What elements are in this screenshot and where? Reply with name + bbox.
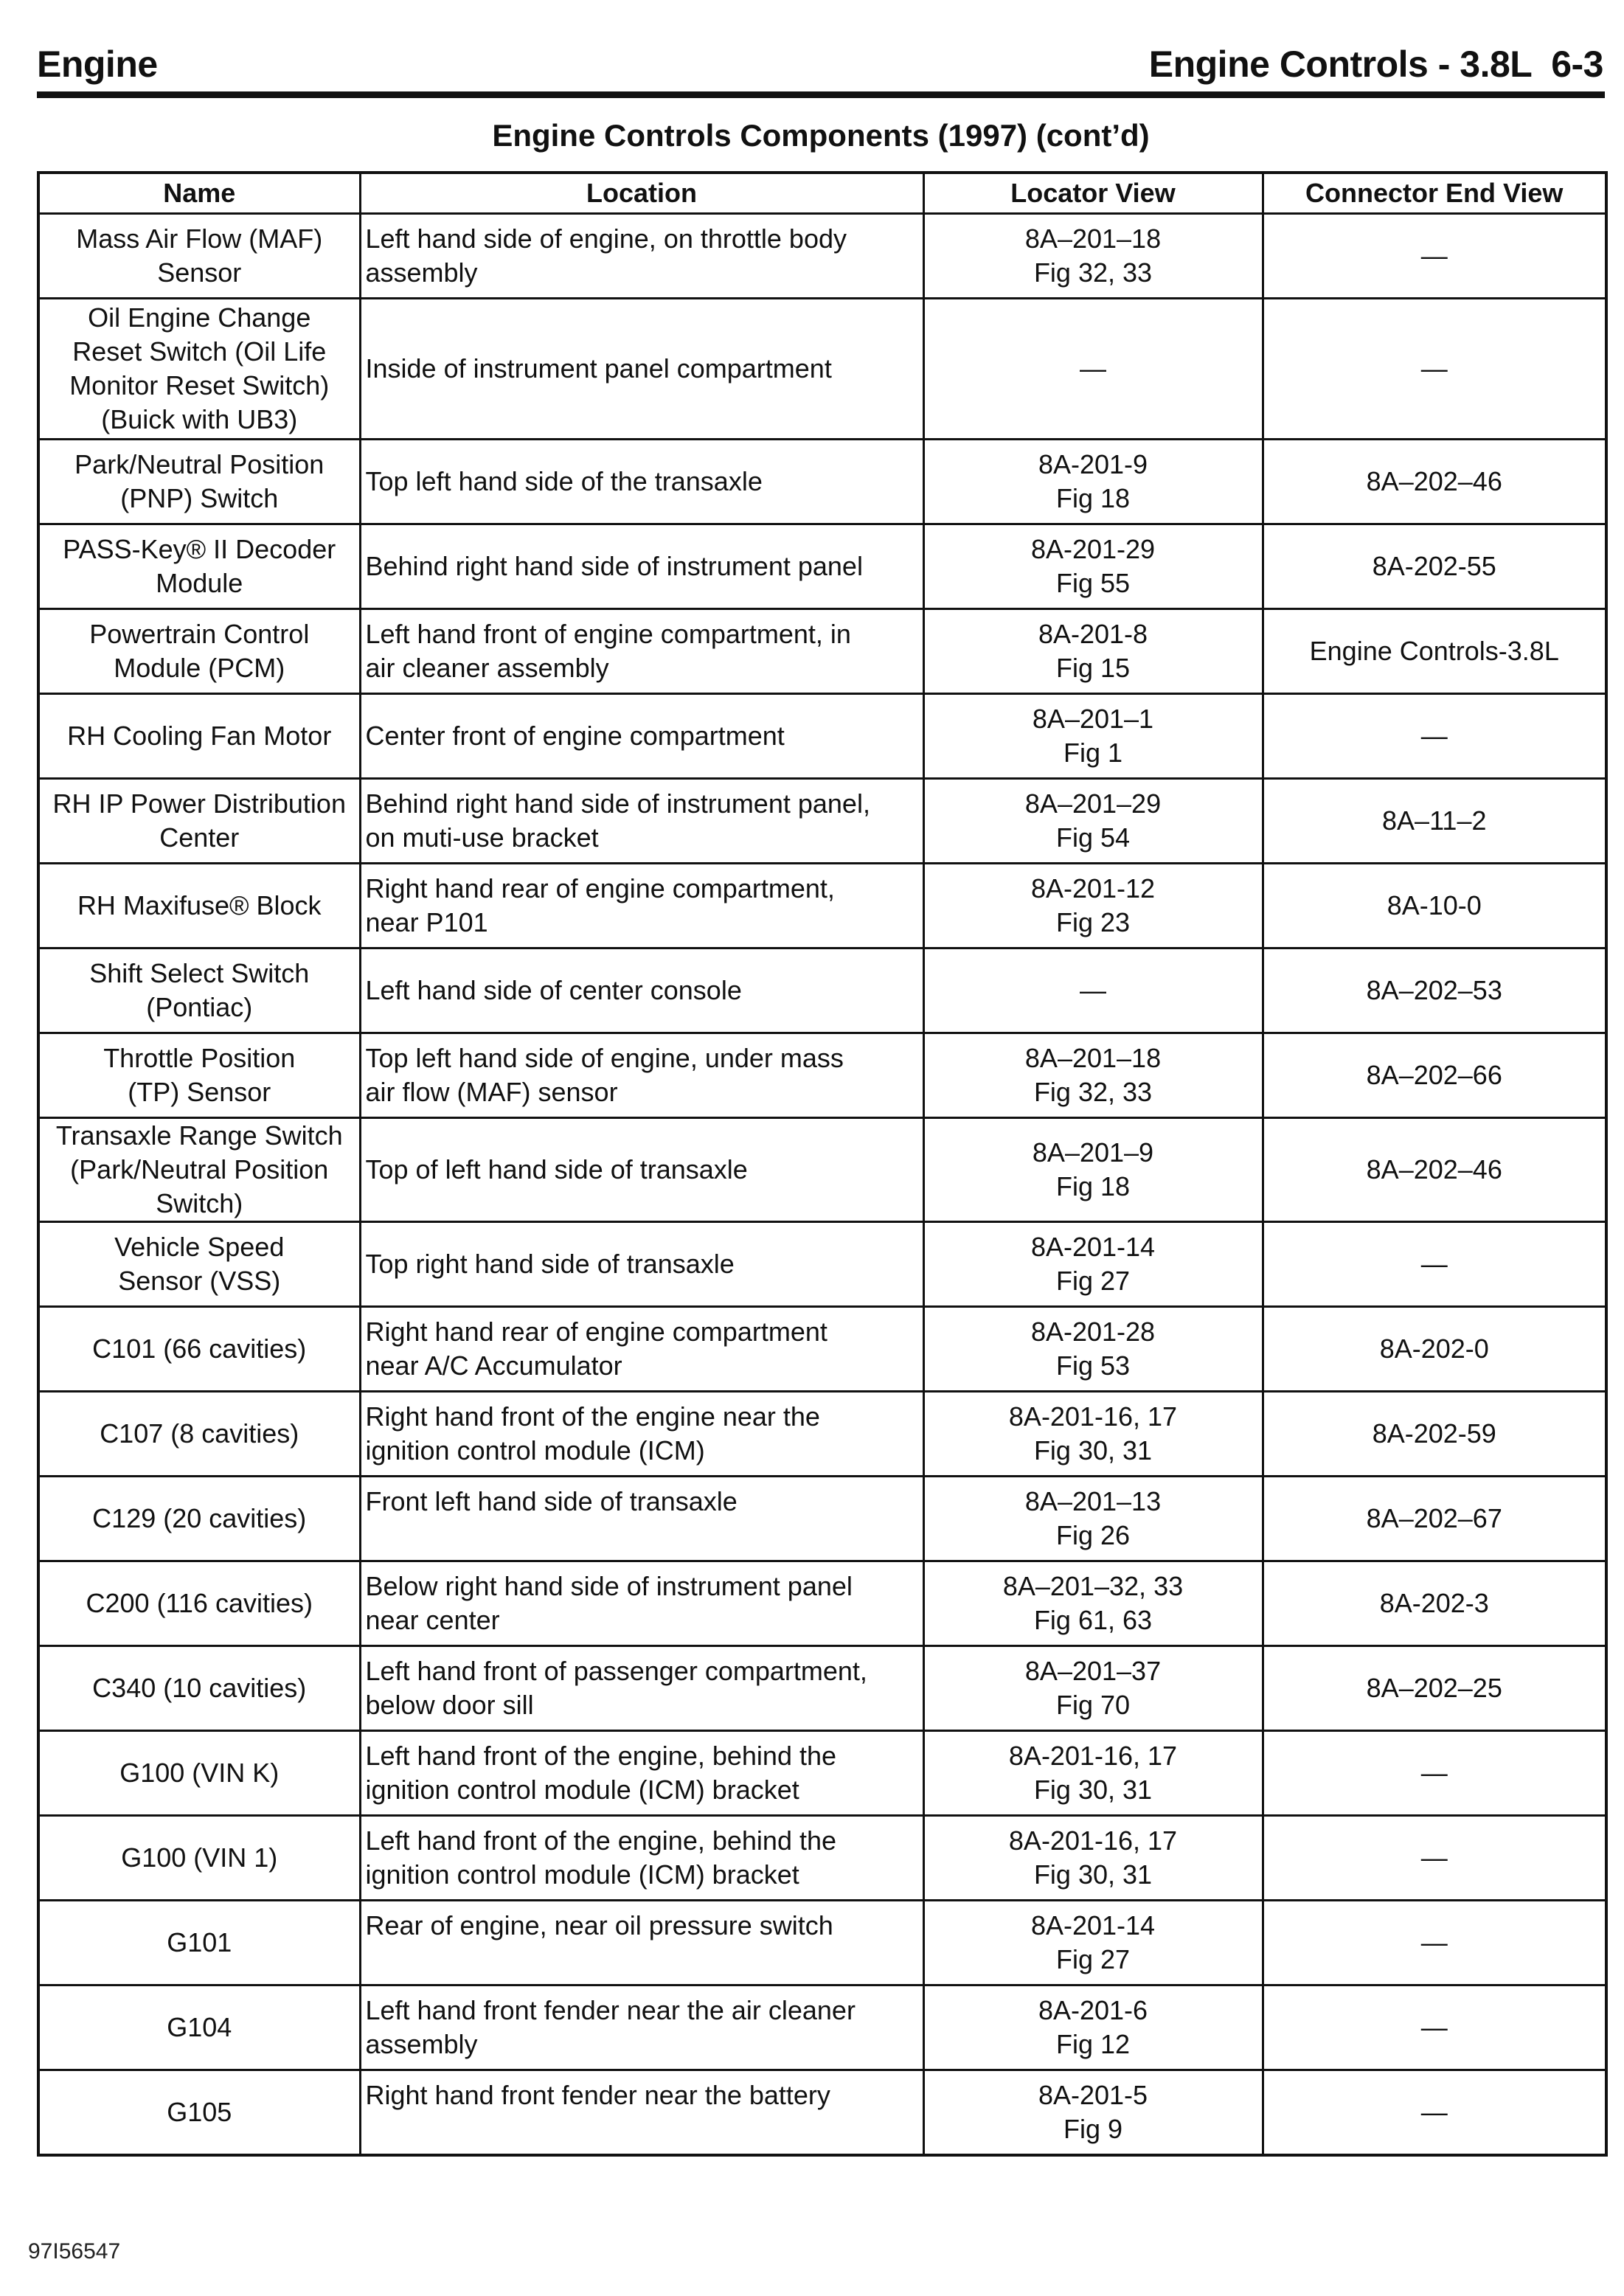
component-name-line: G104 [167, 2012, 232, 2042]
location-cell [360, 1731, 923, 1816]
location-line: ignition control module (ICM) bracket [365, 1775, 799, 1805]
component-name-line: Vehicle Speed [114, 1232, 285, 1262]
locator-view-line: 8A-201-16, 17 [1008, 1401, 1178, 1432]
component-name-line: C129 (20 cavities) [92, 1503, 307, 1533]
component-name-line: Throttle Position [103, 1043, 296, 1073]
locator-view-line: 8A–201–18 [1024, 223, 1162, 254]
location-line: Top left hand side of the transaxle [365, 466, 763, 496]
column-header-location: Location [360, 173, 923, 214]
locator-view-line: Fig 32, 33 [1033, 257, 1153, 288]
location-cell [360, 1816, 923, 1901]
table-row [38, 779, 1606, 864]
column-header-name: Name [38, 173, 360, 214]
component-name-line: (PNP) Switch [120, 483, 279, 513]
locator-view-cell [923, 948, 1263, 1033]
locator-view-line: 8A-201-14 [1030, 1910, 1156, 1940]
locator-view-cell [923, 440, 1263, 524]
location-line: Below right hand side of instrument panel [365, 1571, 853, 1601]
locator-view-line: 8A-201-9 [1038, 449, 1148, 479]
location-line: near center [365, 1605, 500, 1635]
locator-view-line: — [1080, 975, 1106, 1005]
location-line: Right hand front fender near the battery [365, 2080, 830, 2110]
component-name-line: Center [159, 822, 240, 853]
component-name-line: G101 [167, 1927, 232, 1957]
location-cell [360, 864, 923, 948]
table-row [38, 1731, 1606, 1816]
table-row [38, 1392, 1606, 1477]
table-row [38, 1901, 1606, 1985]
locator-view-line: 8A-201-28 [1030, 1317, 1156, 1347]
locator-view-line: Fig 30, 31 [1033, 1859, 1153, 1890]
locator-view-line: 8A–201–1 [1032, 704, 1154, 734]
connector-end-view-cell [1263, 1222, 1606, 1307]
table-row [38, 1646, 1606, 1731]
table-row [38, 1118, 1606, 1222]
locator-view-line: Fig 70 [1055, 1690, 1131, 1720]
component-name-line: PASS-Key® II Decoder [63, 534, 336, 564]
page-reference: Engine Controls - 3.8L 6-3 [1148, 44, 1603, 85]
table-row [38, 214, 1606, 299]
component-name-line: C107 (8 cavities) [100, 1418, 299, 1449]
component-name-cell [38, 1731, 360, 1816]
component-name-line: (Park/Neutral Position [70, 1154, 329, 1185]
section-title: Engine [37, 44, 158, 85]
component-name-line: Shift Select Switch [89, 958, 310, 988]
location-line: Center front of engine compartment [365, 721, 785, 751]
location-line: Left hand front of the engine, behind the [365, 1741, 837, 1771]
location-line: Behind right hand side of instrument panel, [365, 788, 870, 819]
component-name-line: Transaxle Range Switch [55, 1120, 343, 1151]
connector-end-view-line: 8A–11–2 [1382, 805, 1487, 836]
location-cell [360, 1307, 923, 1392]
location-cell [360, 524, 923, 609]
table-row [38, 524, 1606, 609]
location-line: Front left hand side of transaxle [365, 1486, 738, 1516]
connector-end-view-line: — [1420, 353, 1448, 384]
connector-end-view-cell [1263, 1646, 1606, 1731]
table-row [38, 694, 1606, 779]
location-line: air cleaner assembly [365, 653, 609, 683]
location-line: near P101 [365, 907, 488, 937]
location-line: ignition control module (ICM) bracket [365, 1859, 799, 1890]
connector-end-view-cell [1263, 299, 1606, 440]
connector-end-view-cell [1263, 440, 1606, 524]
connector-end-view-line: 8A-202-0 [1379, 1333, 1489, 1364]
location-line: Right hand rear of engine compartment, [365, 873, 835, 904]
location-line: Left hand side of center console [365, 975, 742, 1005]
location-line: Rear of engine, near oil pressure switch [365, 1910, 833, 1940]
locator-view-line: Fig 18 [1055, 1171, 1131, 1201]
locator-view-cell [923, 1561, 1263, 1646]
component-name-line: Oil Engine Change [88, 302, 311, 333]
locator-view-line: Fig 9 [1063, 2114, 1123, 2144]
location-cell [360, 1118, 923, 1222]
locator-view-line: Fig 12 [1055, 2029, 1131, 2059]
locator-view-line: 8A-201-16, 17 [1008, 1825, 1178, 1856]
table-body [38, 214, 1606, 2156]
location-line: Behind right hand side of instrument panel [365, 551, 863, 581]
location-cell [360, 779, 923, 864]
component-name-cell [38, 1985, 360, 2070]
location-cell [360, 1222, 923, 1307]
connector-end-view-line: — [1420, 1927, 1448, 1957]
table-title: Engine Controls Components (1997) (cont’d) [492, 118, 1150, 153]
location-cell [360, 299, 923, 440]
location-line: Top of left hand side of transaxle [365, 1154, 748, 1185]
location-line: Inside of instrument panel compartment [365, 353, 832, 384]
component-name-cell [38, 214, 360, 299]
locator-view-line: Fig 61, 63 [1033, 1605, 1153, 1635]
component-name-line: C101 (66 cavities) [92, 1333, 307, 1364]
connector-end-view-line: 8A–202–67 [1366, 1503, 1502, 1533]
location-cell [360, 694, 923, 779]
locator-view-cell [923, 1816, 1263, 1901]
component-name-cell [38, 609, 360, 694]
component-name-cell [38, 1392, 360, 1477]
connector-end-view-cell [1263, 1392, 1606, 1477]
connector-end-view-line: 8A–202–25 [1366, 1673, 1502, 1703]
connector-end-view-line: — [1420, 2097, 1448, 2127]
location-line: Left hand front of engine compartment, in [365, 619, 851, 649]
connector-end-view-line: — [1420, 721, 1448, 751]
component-name-line: G100 (VIN K) [119, 1758, 280, 1788]
locator-view-line: 8A-201-16, 17 [1008, 1741, 1178, 1771]
table-row [38, 440, 1606, 524]
locator-view-line: 8A–201–32, 33 [1002, 1571, 1184, 1601]
location-cell [360, 214, 923, 299]
connector-end-view-cell [1263, 1901, 1606, 1985]
locator-view-line: 8A-201-8 [1038, 619, 1148, 649]
locator-view-cell [923, 2070, 1263, 2156]
connector-end-view-cell [1263, 1561, 1606, 1646]
figure-id: 97I56547 [28, 2239, 121, 2264]
locator-view-cell [923, 1901, 1263, 1985]
component-name-line: RH Maxifuse® Block [77, 890, 322, 920]
components-table [37, 171, 1608, 2157]
component-name-line: C340 (10 cavities) [92, 1673, 307, 1703]
connector-end-view-cell [1263, 1816, 1606, 1901]
locator-view-line: Fig 27 [1055, 1944, 1131, 1974]
locator-view-line: 8A-201-5 [1038, 2080, 1148, 2110]
connector-end-view-cell [1263, 694, 1606, 779]
location-line: Left hand front of the engine, behind the [365, 1825, 837, 1856]
component-name-cell [38, 948, 360, 1033]
locator-view-line: — [1080, 353, 1106, 384]
locator-view-line: 8A-201-29 [1030, 534, 1156, 564]
component-name-cell [38, 299, 360, 440]
component-name-cell [38, 440, 360, 524]
component-name-line: Module [156, 568, 243, 598]
component-name-line: C200 (116 cavities) [86, 1588, 313, 1618]
location-cell [360, 1477, 923, 1561]
locator-view-line: Fig 27 [1055, 1266, 1131, 1296]
connector-end-view-cell [1263, 864, 1606, 948]
connector-end-view-cell [1263, 1118, 1606, 1222]
locator-view-cell [923, 1646, 1263, 1731]
locator-view-cell [923, 214, 1263, 299]
component-name-line: (Buick with UB3) [101, 404, 298, 434]
component-name-cell [38, 1816, 360, 1901]
connector-end-view-line: 8A–202–66 [1366, 1060, 1502, 1090]
location-line: on muti-use bracket [365, 822, 599, 853]
component-name-line: Sensor (VSS) [118, 1266, 281, 1296]
table-row [38, 1307, 1606, 1392]
location-cell [360, 440, 923, 524]
connector-end-view-cell [1263, 948, 1606, 1033]
locator-view-cell [923, 1033, 1263, 1118]
locator-view-cell [923, 1731, 1263, 1816]
location-line: Right hand front of the engine near the [365, 1401, 820, 1432]
locator-view-line: Fig 53 [1055, 1350, 1131, 1381]
connector-end-view-line: 8A–202–46 [1366, 466, 1502, 496]
location-line [366, 2112, 918, 2146]
locator-view-line: 8A-201-14 [1030, 1232, 1156, 1262]
component-name-line: Park/Neutral Position [74, 449, 325, 479]
locator-view-cell [923, 524, 1263, 609]
component-name-line: (Pontiac) [146, 992, 253, 1022]
component-name-cell [38, 2070, 360, 2156]
component-name-cell [38, 694, 360, 779]
location-line: Top right hand side of transaxle [365, 1249, 735, 1279]
connector-end-view-line: 8A-10-0 [1387, 890, 1482, 920]
component-name-line: Module (PCM) [114, 653, 285, 683]
locator-view-line: 8A–201–13 [1024, 1486, 1162, 1516]
component-name-line: Monitor Reset Switch) [69, 370, 330, 400]
connector-end-view-cell [1263, 1307, 1606, 1392]
location-line: Left hand side of engine, on throttle body [365, 223, 847, 254]
component-name-cell [38, 1901, 360, 1985]
component-name-line: RH IP Power Distribution [52, 788, 346, 819]
locator-view-line: Fig 15 [1055, 653, 1131, 683]
connector-end-view-line: 8A-202-3 [1379, 1588, 1489, 1618]
component-name-line: G100 (VIN 1) [121, 1842, 278, 1873]
connector-end-view-cell [1263, 1985, 1606, 2070]
locator-view-line: Fig 26 [1055, 1520, 1131, 1550]
connector-end-view-line: Engine Controls-3.8L [1309, 636, 1559, 666]
component-name-line: Sensor [157, 257, 242, 288]
table-row [38, 1816, 1606, 1901]
location-line: ignition control module (ICM) [365, 1435, 705, 1466]
location-cell [360, 948, 923, 1033]
location-line: air flow (MAF) sensor [365, 1077, 618, 1107]
connector-end-view-cell [1263, 1033, 1606, 1118]
component-name-cell [38, 1646, 360, 1731]
location-line [366, 1519, 918, 1553]
locator-view-line: 8A–201–29 [1024, 788, 1162, 819]
locator-view-line: 8A–201–18 [1024, 1043, 1162, 1073]
connector-end-view-line: 8A-202-55 [1372, 551, 1496, 581]
column-header-connector-end-view: Connector End View [1263, 173, 1606, 214]
component-name-cell [38, 1033, 360, 1118]
component-name-cell [38, 1477, 360, 1561]
locator-view-line: 8A-201-6 [1038, 1995, 1148, 2025]
table-row [38, 2070, 1606, 2156]
component-name-line: Reset Switch (Oil Life [72, 336, 327, 367]
table-row [38, 1222, 1606, 1307]
locator-view-cell [923, 299, 1263, 440]
connector-end-view-line: 8A–202–53 [1366, 975, 1502, 1005]
column-header-locator-view: Locator View [923, 173, 1263, 214]
table-row [38, 299, 1606, 440]
connector-end-view-cell [1263, 214, 1606, 299]
component-name-line: G105 [167, 2097, 232, 2127]
connector-end-view-cell [1263, 609, 1606, 694]
connector-end-view-cell [1263, 524, 1606, 609]
connector-end-view-cell [1263, 779, 1606, 864]
locator-view-cell [923, 864, 1263, 948]
connector-end-view-line: — [1420, 1249, 1448, 1279]
locator-view-cell [923, 1985, 1263, 2070]
locator-view-cell [923, 1477, 1263, 1561]
location-line: assembly [365, 257, 478, 288]
table-row [38, 1033, 1606, 1118]
connector-end-view-line: — [1420, 2012, 1448, 2042]
location-line: near A/C Accumulator [365, 1350, 622, 1381]
locator-view-cell [923, 609, 1263, 694]
component-name-cell [38, 524, 360, 609]
locator-view-cell [923, 779, 1263, 864]
locator-view-cell [923, 694, 1263, 779]
location-cell [360, 1561, 923, 1646]
table-row [38, 609, 1606, 694]
locator-view-line: Fig 30, 31 [1033, 1435, 1153, 1466]
locator-view-line: Fig 1 [1063, 738, 1123, 768]
component-name-cell [38, 1307, 360, 1392]
locator-view-line: Fig 30, 31 [1033, 1775, 1153, 1805]
component-name-line: (TP) Sensor [128, 1077, 271, 1107]
locator-view-cell [923, 1392, 1263, 1477]
header-rule [37, 91, 1605, 98]
table-header-row [38, 173, 1606, 214]
location-cell [360, 1901, 923, 1985]
location-cell [360, 1033, 923, 1118]
connector-end-view-line: — [1420, 240, 1448, 271]
component-name-cell [38, 779, 360, 864]
connector-end-view-cell [1263, 1731, 1606, 1816]
locator-view-line: Fig 23 [1055, 907, 1131, 937]
locator-view-line: Fig 55 [1055, 568, 1131, 598]
locator-view-line: Fig 54 [1055, 822, 1131, 853]
connector-end-view-line: — [1420, 1758, 1448, 1788]
component-name-line: RH Cooling Fan Motor [67, 721, 332, 751]
component-name-line: Switch) [156, 1188, 243, 1218]
location-line: Left hand front fender near the air cleaner [365, 1995, 856, 2025]
table-row [38, 1985, 1606, 2070]
component-name-cell [38, 1118, 360, 1222]
location-cell [360, 1985, 923, 2070]
location-line: Right hand rear of engine compartment [365, 1317, 827, 1347]
component-name-cell [38, 1561, 360, 1646]
location-cell [360, 1392, 923, 1477]
locator-view-line: 8A–201–37 [1024, 1656, 1162, 1686]
table-row [38, 864, 1606, 948]
location-cell [360, 609, 923, 694]
component-name-cell [38, 1222, 360, 1307]
table-row [38, 1477, 1606, 1561]
locator-view-cell [923, 1222, 1263, 1307]
component-name-cell [38, 864, 360, 948]
location-cell [360, 2070, 923, 2156]
locator-view-cell [923, 1118, 1263, 1222]
locator-view-line: 8A-201-12 [1030, 873, 1156, 904]
location-line: below door sill [365, 1690, 534, 1720]
location-line: Left hand front of passenger compartment, [365, 1656, 867, 1686]
connector-end-view-cell [1263, 2070, 1606, 2156]
locator-view-cell [923, 1307, 1263, 1392]
connector-end-view-line: — [1420, 1842, 1448, 1873]
locator-view-line: Fig 32, 33 [1033, 1077, 1153, 1107]
location-line: Top left hand side of engine, under mass [365, 1043, 844, 1073]
location-line: assembly [365, 2029, 478, 2059]
table-row [38, 1561, 1606, 1646]
locator-view-line: Fig 18 [1055, 483, 1131, 513]
location-cell [360, 1646, 923, 1731]
component-name-line: Mass Air Flow (MAF) [76, 223, 323, 254]
table-row [38, 948, 1606, 1033]
page-header [37, 43, 1603, 94]
connector-end-view-cell [1263, 1477, 1606, 1561]
connector-end-view-line: 8A–202–46 [1366, 1154, 1502, 1185]
locator-view-line: 8A–201–9 [1032, 1137, 1154, 1168]
location-line [366, 1943, 918, 1977]
component-name-line: Powertrain Control [89, 619, 310, 649]
connector-end-view-line: 8A-202-59 [1372, 1418, 1496, 1449]
